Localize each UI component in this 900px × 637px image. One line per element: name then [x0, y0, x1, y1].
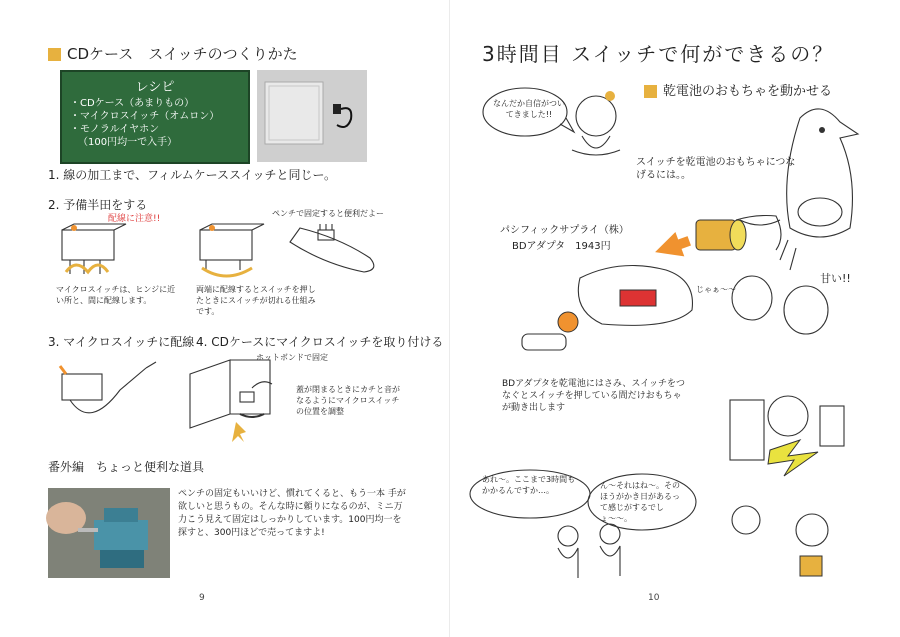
bubble-top-text: なんだか自信がついてきました!!: [493, 99, 565, 119]
bubble-bottom-right-text: ん〜それはね〜。そのほうがかき日があるって感じがするでしょ〜〜。: [600, 481, 680, 523]
cd-case-photo: [257, 70, 367, 162]
wired-microswitch-drawing: [60, 362, 156, 413]
page-number-right: 10: [648, 593, 660, 603]
right-page-illustrations: [450, 70, 900, 630]
step3-4-illustrations: [0, 352, 420, 452]
battery-drawing: [696, 216, 781, 251]
left-title-text: CDケース スイッチのつくりかた: [67, 45, 298, 63]
supplier-name: パシフィックサプライ（株）: [500, 225, 629, 236]
bd-adapter-text: BDアダプタを乾電池にはさみ、スイッチをつなぐとスイッチを押している間だけおもちゃが動き出します: [502, 379, 686, 413]
extra-section-title: 番外編 ちょっと便利な道具: [48, 460, 205, 474]
cd-case-with-switch-drawing: [190, 360, 272, 442]
step4-side-note: 蓋が閉まるときにカチと音がなるようにマイクロスイッチの位置を調整: [296, 385, 400, 416]
bubble-bottom-left-text: あれ〜。ここまで3時間もかかるんですか…。: [482, 475, 576, 495]
recipe-item: ・マイクロスイッチ（オムロン）: [70, 111, 220, 122]
teacher-students-drawing: [558, 524, 620, 578]
recipe-board: [60, 70, 250, 164]
microswitch-left-drawing: [62, 224, 126, 274]
subtitle-text: 乾電池のおもちゃを動かせる: [663, 84, 833, 99]
step-3: 3. マイクロスイッチに配線: [48, 335, 195, 349]
connect-text: スイッチを乾電池のおもちゃにつなげるには。。: [636, 157, 796, 181]
microswitch-right-drawing: [200, 224, 264, 276]
surprised-characters-drawing: [732, 198, 842, 334]
recipe-heading: レシピ: [135, 80, 175, 95]
extra-text: ペンチの固定もいいけど、慣れてくると、もう一本 手が欲しいと思うもの。そんな時に頼りになるのが、ミニ万力こう見えて固定はしっかりしています。100円均一を探すと、300円ほどで売ってますよ!: [178, 489, 406, 538]
recipe-item: ・モノラルイヤホン: [70, 124, 160, 135]
recipe-item: （100円均一で入手）: [78, 137, 178, 148]
right-page-title: 3時間目 スイッチで何ができるの？: [482, 42, 835, 66]
mini-vise-photo-drawing: [48, 488, 170, 578]
step-1: 1. 線の加工まで、フィルムケーススイッチと同じー。: [48, 168, 337, 182]
recipe-list: [70, 97, 248, 149]
bottom-right-kids-drawing: [732, 506, 828, 576]
step-2: 2. 予備半田をする: [48, 198, 148, 212]
building-and-lightning-drawing: [730, 396, 844, 476]
mini-vise-photo: [48, 488, 170, 578]
cd-case-photo-drawing: [257, 70, 367, 162]
page-number-left: 9: [199, 593, 205, 603]
step-4: 4. CDケースにマイクロスイッチを取り付ける: [196, 335, 444, 349]
wiring-warning: 配線に注意!!: [108, 214, 161, 224]
step2-caption-right: 両端に配線するとスイッチを押したときにスイッチが切れる仕組みです。: [196, 285, 316, 316]
girl-character-drawing: [572, 91, 620, 155]
toy-car-drawing: [522, 266, 692, 351]
accent-square-icon: [48, 48, 61, 61]
pliers-drawing: [290, 224, 374, 272]
sfx-text: じゃぁ〜〜: [696, 285, 736, 294]
orange-arrow-icon: [651, 229, 694, 266]
step2-caption-left: マイクロスイッチは、ヒンジに近い所と、間に配線します。: [56, 285, 176, 305]
left-page-title: [48, 43, 298, 64]
hot-bond-note: ホットボンドで固定: [256, 353, 328, 362]
right-page: [450, 0, 900, 637]
sweet-text: 甘い!!: [820, 272, 851, 285]
recipe-item: ・CDケース（あまりもの）: [70, 98, 195, 109]
pliers-note: ペンチで固定すると便利だよー: [272, 209, 384, 218]
product-label: BDアダプタ 1943円: [512, 241, 611, 252]
